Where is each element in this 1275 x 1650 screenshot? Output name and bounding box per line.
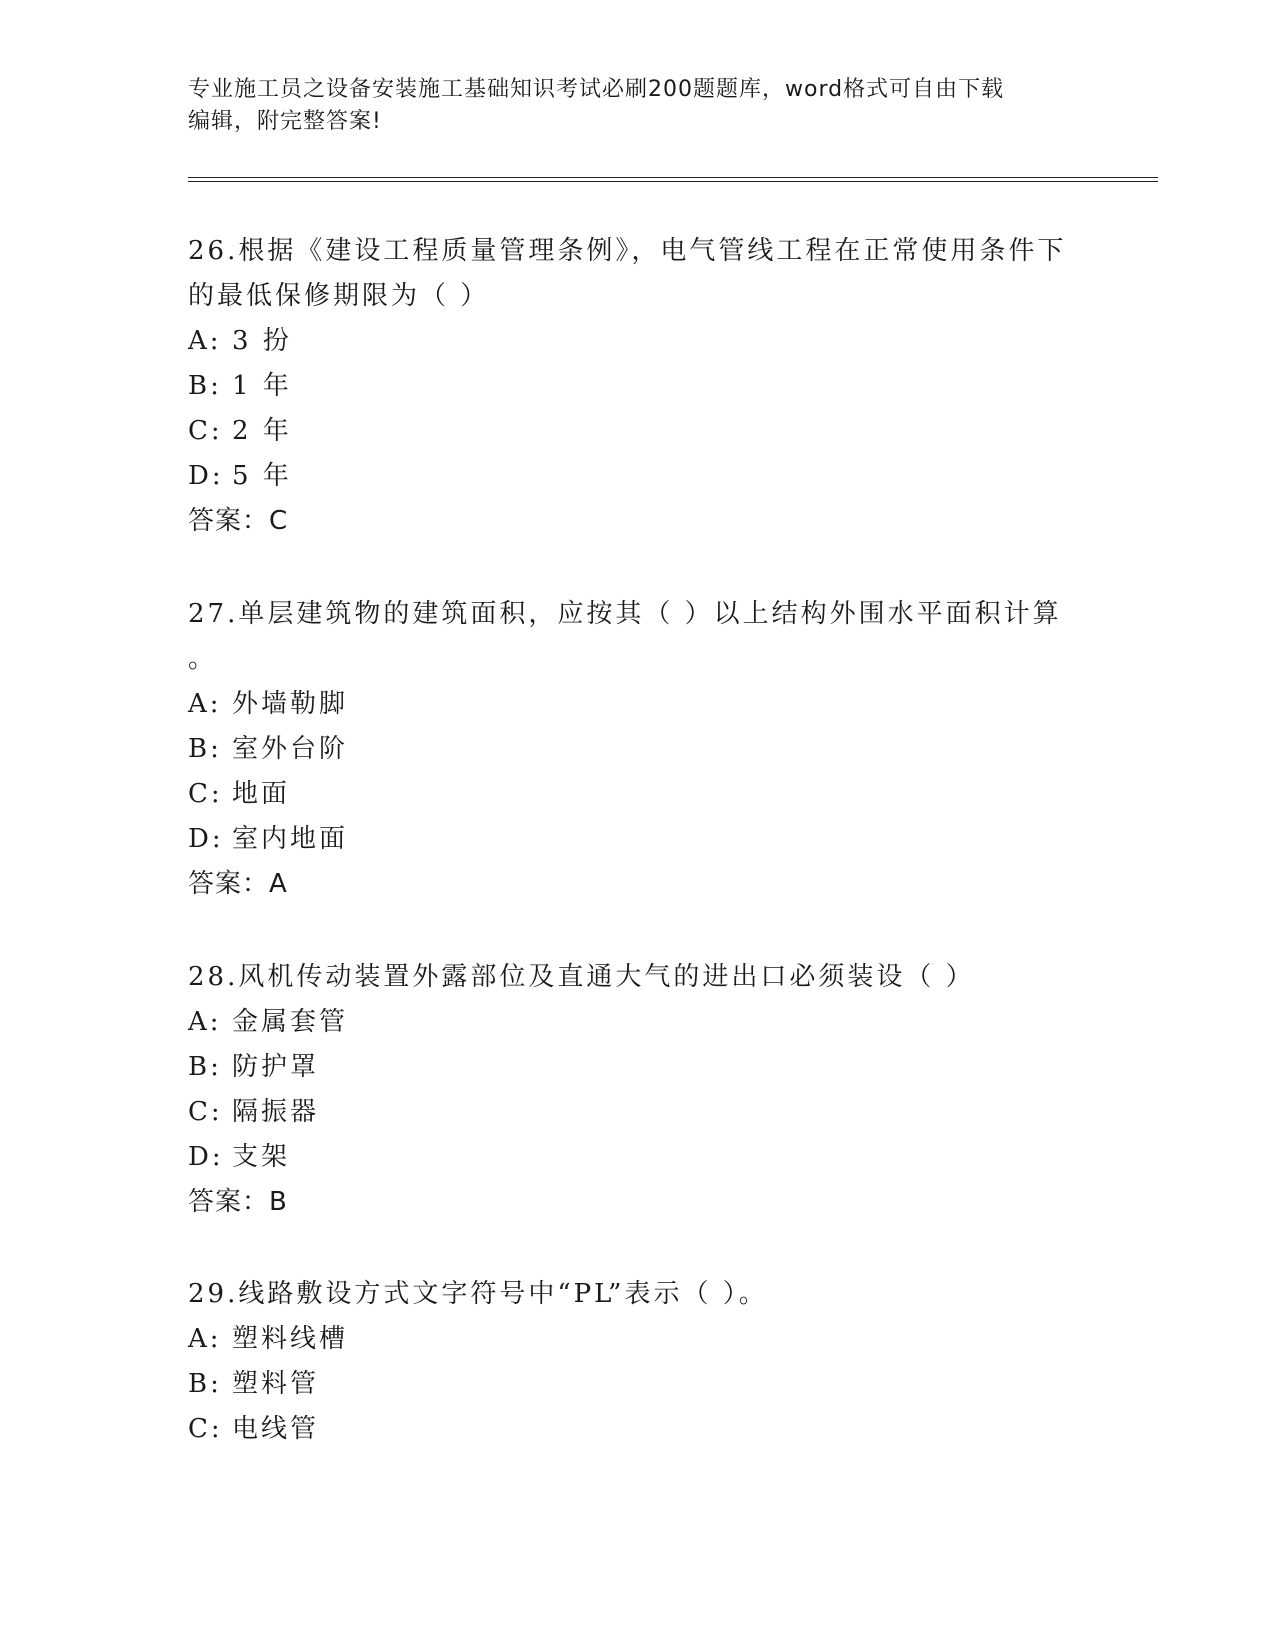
question-26 [188,229,1088,544]
option-c [188,772,1088,817]
answer-line: 答案：B [188,1187,288,1217]
question-stem-line: 29.线路敷设方式文字符号中“PL”表示（ ）。 [188,1279,768,1309]
option-letter: C: [188,416,223,446]
option-letter: B: [188,1369,222,1399]
option-a [188,682,1088,727]
option-a [188,319,1088,364]
question-stem-line: 。 [188,644,218,674]
option-b [188,727,1088,772]
question-27 [188,592,1088,907]
question-stem-line: 的最低保修期限为（ ） [188,281,490,311]
option-text: 防护罩 [232,1052,320,1082]
header-line-2: 编辑，附完整答案! [188,109,382,134]
option-letter: B: [188,371,222,401]
option-text: 2 年 [232,416,292,446]
option-letter: A: [188,1007,222,1037]
option-text: 塑料管 [232,1369,320,1399]
option-text: 室外台阶 [232,734,349,764]
option-letter: B: [188,1052,222,1082]
option-text: 外墙勒脚 [232,689,349,719]
option-a [188,1000,1088,1045]
question-29 [188,1272,1088,1452]
option-letter: D: [188,1142,224,1172]
question-stem-line: 26.根据《建设工程质量管理条例》，电气管线工程在正常使用条件下 [188,236,1067,266]
option-letter: A: [188,326,222,356]
option-text: 5 年 [232,461,292,491]
answer-line: 答案：C [188,506,289,536]
option-text: 支架 [232,1142,291,1172]
option-letter: C: [188,779,223,809]
option-d [188,817,1088,862]
option-c [188,1407,1088,1452]
document-header [188,74,1088,138]
option-letter: A: [188,1324,222,1354]
option-letter: D: [188,824,224,854]
option-text: 地面 [232,779,291,809]
option-b [188,364,1088,409]
option-text: 隔振器 [232,1097,320,1127]
header-line-1: 专业施工员之设备安装施工基础知识考试必刷200题题库，word格式可自由下载 [188,77,1005,102]
option-text: 1 年 [232,371,292,401]
option-letter: C: [188,1414,223,1444]
option-a [188,1317,1088,1362]
option-b [188,1362,1088,1407]
question-stem-line: 27.单层建筑物的建筑面积，应按其（ ）以上结构外围水平面积计算 [188,599,1062,629]
option-letter: D: [188,461,224,491]
question-28 [188,955,1088,1225]
option-letter: A: [188,689,222,719]
option-text: 金属套管 [232,1007,349,1037]
question-stem-line: 28.风机传动装置外露部位及直通大气的进出口必须装设（ ） [188,962,975,992]
option-c [188,1090,1088,1135]
option-text: 室内地面 [232,824,349,854]
answer-line: 答案：A [188,869,288,899]
option-d [188,454,1088,499]
header-divider [188,177,1158,182]
option-d [188,1135,1088,1180]
option-b [188,1045,1088,1090]
option-letter: C: [188,1097,223,1127]
option-c [188,409,1088,454]
option-text: 3 扮 [232,326,292,356]
option-text: 电线管 [232,1414,320,1444]
option-text: 塑料线槽 [232,1324,349,1354]
option-letter: B: [188,734,222,764]
